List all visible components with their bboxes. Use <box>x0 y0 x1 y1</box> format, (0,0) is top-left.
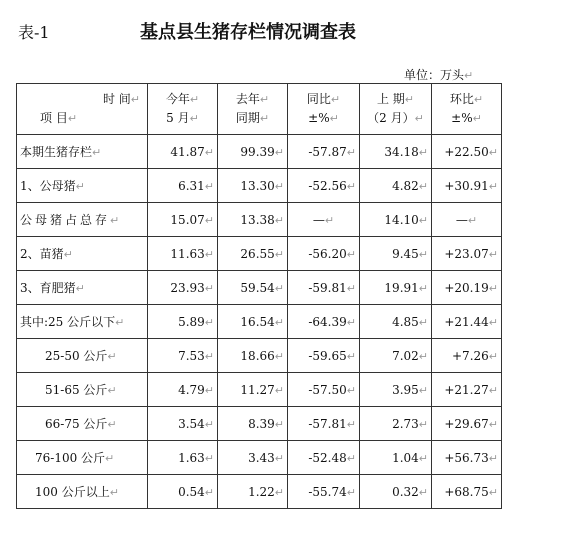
cell-mom-change: +68.75↵ <box>432 475 502 509</box>
row-label: 其中:25 公斤以下↵ <box>17 305 148 339</box>
cell-previous-period: 3.95↵ <box>360 373 432 407</box>
row-label: 76-100 公斤↵ <box>17 441 148 475</box>
cell-previous-period: 19.91↵ <box>360 271 432 305</box>
cell-yoy-change: -55.74↵ <box>288 475 360 509</box>
header-item: 时 间↵ 项 目↵ <box>17 84 148 135</box>
cell-mom-change: +21.44↵ <box>432 305 502 339</box>
cell-current-may: 4.79↵ <box>148 373 218 407</box>
header-mom-change: 环比↵ ±%↵ <box>432 84 502 135</box>
cell-current-may: 11.63↵ <box>148 237 218 271</box>
table-number-label: 表-1 <box>18 23 50 42</box>
cell-yoy-change: -56.20↵ <box>288 237 360 271</box>
row-label: 本期生猪存栏↵ <box>17 135 148 169</box>
row-label: 2、苗猪↵ <box>17 237 148 271</box>
cell-previous-period: 4.85↵ <box>360 305 432 339</box>
cell-yoy-change: -64.39↵ <box>288 305 360 339</box>
cell-previous-period: 4.82↵ <box>360 169 432 203</box>
cell-last-year: 13.30↵ <box>218 169 288 203</box>
cell-mom-change: +56.73↵ <box>432 441 502 475</box>
cell-yoy-change: -59.65↵ <box>288 339 360 373</box>
cell-yoy-change: -57.50↵ <box>288 373 360 407</box>
table-row <box>17 475 502 509</box>
cell-current-may: 15.07↵ <box>148 203 218 237</box>
cell-previous-period: 7.02↵ <box>360 339 432 373</box>
cell-current-may: 7.53↵ <box>148 339 218 373</box>
cell-last-year: 99.39↵ <box>218 135 288 169</box>
cell-previous-period: 14.10↵ <box>360 203 432 237</box>
cell-current-may: 41.87↵ <box>148 135 218 169</box>
cell-last-year: 59.54↵ <box>218 271 288 305</box>
cell-mom-change: +23.07↵ <box>432 237 502 271</box>
cell-previous-period: 1.04↵ <box>360 441 432 475</box>
row-label: 25-50 公斤↵ <box>17 339 148 373</box>
table-row <box>17 237 502 271</box>
cell-previous-period: 0.32↵ <box>360 475 432 509</box>
cell-yoy-change: -52.56↵ <box>288 169 360 203</box>
hog-inventory-table <box>16 83 502 509</box>
table-row <box>17 373 502 407</box>
cell-last-year: 16.54↵ <box>218 305 288 339</box>
header-current-may: 今年↵ 5 月↵ <box>148 84 218 135</box>
cell-mom-change: +22.50↵ <box>432 135 502 169</box>
table-row <box>17 407 502 441</box>
cell-mom-change: +21.27↵ <box>432 373 502 407</box>
row-label: 51-65 公斤↵ <box>17 373 148 407</box>
header-yoy-change: 同比↵ ±%↵ <box>288 84 360 135</box>
cell-yoy-change: -57.87↵ <box>288 135 360 169</box>
table-row <box>17 305 502 339</box>
document-title: 基点县生猪存栏情况调查表 <box>140 22 356 43</box>
cell-mom-change: +30.91↵ <box>432 169 502 203</box>
cell-last-year: 8.39↵ <box>218 407 288 441</box>
cell-previous-period: 9.45↵ <box>360 237 432 271</box>
header-last-year: 去年↵ 同期↵ <box>218 84 288 135</box>
cell-yoy-change: -57.81↵ <box>288 407 360 441</box>
cell-previous-period: 34.18↵ <box>360 135 432 169</box>
unit-label: 单位：万头↵ <box>404 68 474 82</box>
cell-current-may: 6.31↵ <box>148 169 218 203</box>
row-label: 3、育肥猪↵ <box>17 271 148 305</box>
cell-current-may: 5.89↵ <box>148 305 218 339</box>
cell-last-year: 26.55↵ <box>218 237 288 271</box>
cell-last-year: 13.38↵ <box>218 203 288 237</box>
table-row <box>17 135 502 169</box>
cell-last-year: 3.43↵ <box>218 441 288 475</box>
cell-last-year: 1.22↵ <box>218 475 288 509</box>
row-label: 66-75 公斤↵ <box>17 407 148 441</box>
row-label: 100 公斤以上↵ <box>17 475 148 509</box>
table-body <box>17 135 502 509</box>
cell-mom-change: +7.26↵ <box>432 339 502 373</box>
cell-mom-change: +29.67↵ <box>432 407 502 441</box>
cell-yoy-change: -52.48↵ <box>288 441 360 475</box>
cell-current-may: 0.54↵ <box>148 475 218 509</box>
cell-yoy-change: —↵ <box>288 203 360 237</box>
table-row <box>17 441 502 475</box>
table-header-row <box>17 84 502 135</box>
cell-current-may: 3.54↵ <box>148 407 218 441</box>
cell-last-year: 18.66↵ <box>218 339 288 373</box>
table-row <box>17 203 502 237</box>
cell-previous-period: 2.73↵ <box>360 407 432 441</box>
table-row <box>17 339 502 373</box>
row-label: 公母猪占总存↵ <box>17 203 148 237</box>
cell-yoy-change: -59.81↵ <box>288 271 360 305</box>
table-row <box>17 169 502 203</box>
table-row <box>17 271 502 305</box>
cell-mom-change: +20.19↵ <box>432 271 502 305</box>
header-previous-period: 上 期↵ （2 月）↵ <box>360 84 432 135</box>
cell-current-may: 23.93↵ <box>148 271 218 305</box>
cell-current-may: 1.63↵ <box>148 441 218 475</box>
cell-mom-change: —↵ <box>432 203 502 237</box>
row-label: 1、公母猪↵ <box>17 169 148 203</box>
cell-last-year: 11.27↵ <box>218 373 288 407</box>
